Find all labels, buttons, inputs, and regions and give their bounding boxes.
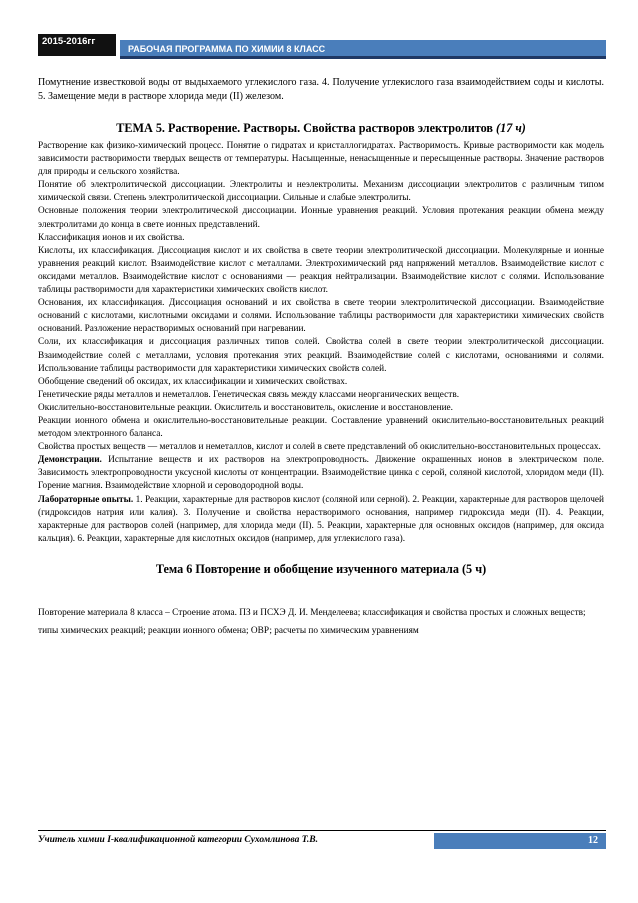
academic-year-badge: 2015-2016гг <box>38 34 116 56</box>
lab-experiments-label: Лабораторные опыты. <box>38 494 134 505</box>
topic-5-paragraph: Окислительно-восстановительные реакции. Окислитель и восстановитель, окисление и восстановление. <box>38 402 453 413</box>
demonstrations-paragraph <box>38 454 604 493</box>
topic-5-paragraph: Основания, их классификация. Диссоциация оснований и их свойства в свете теории электролитической диссоциации. Взаимодействие оснований с кислотами, кислотными оксидами и солями. Использование таблицы растворимости для характеристики химических свойств оснований. Разложение нерастворимых оснований при нагревании. <box>38 298 604 335</box>
topic-5-title: ТЕМА 5. Растворение. Растворы. Свойства растворов электролитов <box>116 121 493 135</box>
topic-5-hours: (17 ч) <box>496 121 526 135</box>
topic-5-paragraph: Кислоты, их классификация. Диссоциация кислот и их свойства в свете теории электролитической диссоциации. Молекулярные и ионные уравнения реакций кислот. Взаимодействие кислот с металлами. Электрохимический ряд напряжений металлов. Взаимодействие кислот с оксидами металлов. Взаимодействие кислот с основаниями — реакция нейтрализации. Взаимодействие кислот с солями. Использование таблицы растворимости для характеристики химических свойств кислот. <box>38 245 604 296</box>
topic-5-paragraph: Растворение как физико-химический процесс. Понятие о гидратах и кристаллогидратах. Растворимость. Кривые растворимости как модель зависимости растворимости твердых веществ от температуры. Насыщенные, ненасыщенные и пересыщенные растворы. Значение растворов для природы и сельского хозяйства. <box>38 141 604 178</box>
intro-paragraph: Помутнение известковой воды от выдыхаемого углекислого газа. 4. Получение углекислого газа взаимодействием соды и кислоты. 5. Замещение меди в растворе хлорида меди (II) железом. <box>38 77 604 102</box>
lab-experiments-text: 1. Реакции, характерные для растворов кислот (соляной или серной). 2. Реакции, характерные для растворов щелочей (гидроксидов натрия или калия). 3. Получение и свойства нерастворимого основания, например гидроксида меди (II). 4. Реакции, характерные для растворов солей (например, для хлорида меди (II). 5. Реакции, характерные для основных оксидов (например, для оксида кальция). 6. Реакции, характерные для кислотных оксидов (например, для углекислого газа). <box>38 494 604 544</box>
demonstrations-label: Демонстрации. <box>38 455 102 466</box>
topic-5-paragraph: Реакции ионного обмена и окислительно-восстановительные реакции. Составление уравнений окислительно-восстановительных реакций методом электронного баланса. <box>38 415 604 440</box>
demonstrations-text: Испытание веществ и их растворов на электропроводность. Движение окрашенных ионов в электрическом поле. Зависимость электропроводности уксусной кислоты от концентрации. Взаимодействие цинка с серой, соляной кислотой, хлоридом меди (II). Горение магния. Взаимодействие хлорной и сероводородной воды. <box>38 455 604 492</box>
topic-6-paragraph: Повторение материала 8 класса – Строение атома. ПЗ и ПСХЭ Д. И. Менделеева; классификация и свойства простых и сложных веществ; типы химических реакций; реакции ионного обмена; ОВР; расчеты по химическим уравнениям <box>38 607 586 637</box>
topic-5-paragraph: Обобщение сведений об оксидах, их классификации и химических свойствах. <box>38 376 348 387</box>
topic-6-heading: Тема 6 Повторение и обобщение изученного материала (5 ч) <box>155 561 487 576</box>
document-title-bar: РАБОЧАЯ ПРОГРАММА ПО ХИМИИ 8 КЛАСС <box>120 40 606 59</box>
topic-5-paragraph: Классификация ионов и их свойства. <box>38 232 185 243</box>
topic-5-heading <box>38 121 604 136</box>
page-number: 12 <box>434 833 606 849</box>
footer-author: Учитель химии I-квалификационной категории Сухомлинова Т.В. <box>38 835 319 845</box>
page-body <box>38 68 604 641</box>
lab-experiments-paragraph <box>38 494 604 546</box>
topic-5-paragraph: Генетические ряды металлов и неметаллов. Генетическая связь между классами неорганических веществ. <box>38 389 460 400</box>
page-header <box>38 30 606 60</box>
topic-5-paragraph: Соли, их классификация и диссоциация различных типов солей. Свойства солей в свете теории электролитической диссоциации. Взаимодействие солей с металлами, условия протекания этих реакций. Взаимодействие солей с кислотами, основаниями и солями. Использование таблицы растворимости для характеристики химических свойств солей. <box>38 337 604 374</box>
page-footer <box>38 830 606 851</box>
topic-5-paragraph: Основные положения теории электролитической диссоциации. Ионные уравнения реакций. Условия протекания реакции обмена между электролитами до конца в свете ионных представлений. <box>38 206 604 230</box>
topic-5-paragraph: Свойства простых веществ — металлов и неметаллов, кислот и солей в свете представлений об окислительно-восстановительных процессах. <box>38 442 601 453</box>
topic-5-paragraph: Понятие об электролитической диссоциации. Электролиты и неэлектролиты. Механизм диссоциации электролитов с различным типом химической связи. Степень электролитической диссоциации. Сильные и слабые электролиты. <box>38 180 604 204</box>
